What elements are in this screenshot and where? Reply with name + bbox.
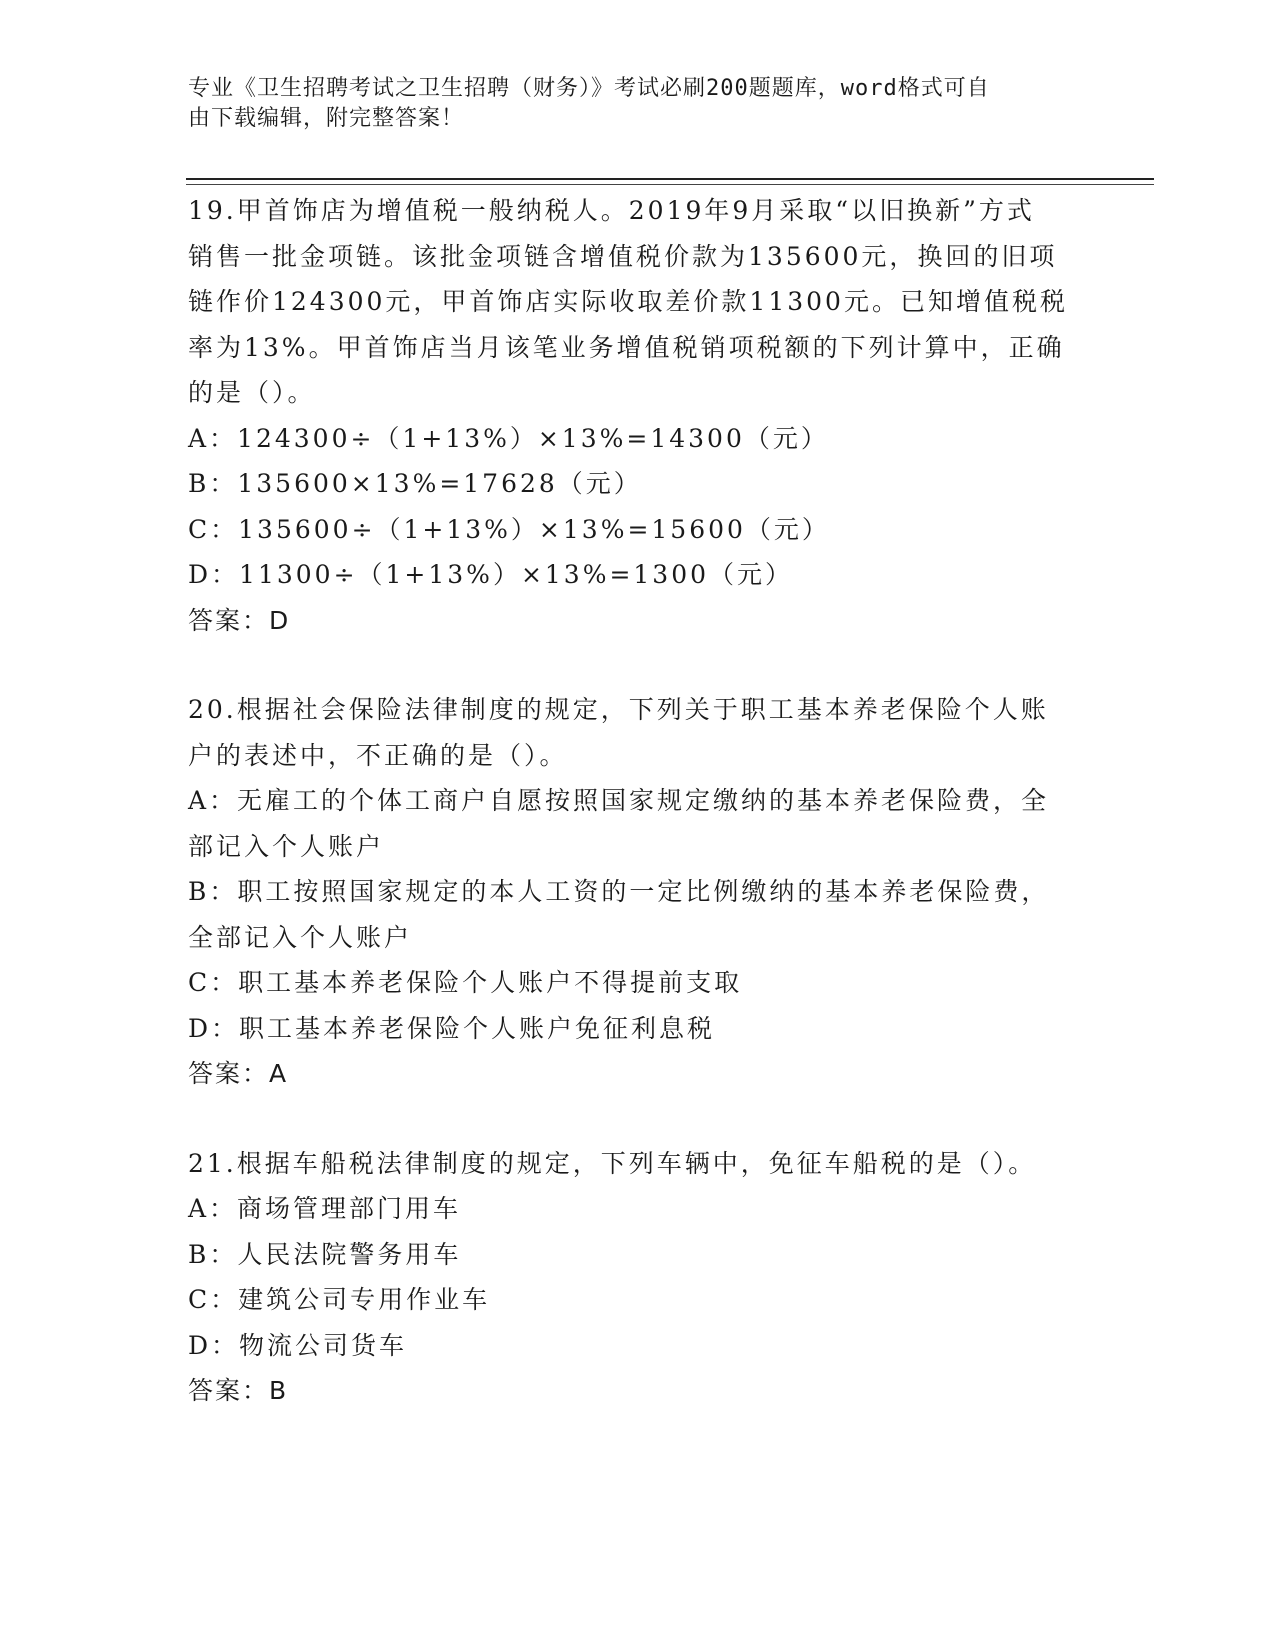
question-stem-line: 链作价124300元，甲首饰店实际收取差价款11300元。已知增值税税: [188, 287, 1068, 316]
option-a: A：124300÷（1+13%）×13%=14300（元）: [188, 423, 829, 453]
question-20: [188, 687, 1088, 1097]
option-b: B：135600×13%=17628（元）: [188, 469, 642, 498]
option-a-continued: 部记入个人账户: [188, 831, 385, 861]
header-divider-thin: [186, 184, 1154, 185]
option-b: B：人民法院警务用车: [188, 1239, 462, 1269]
question-19: [188, 188, 1088, 643]
option-a: A：商场管理部门用车: [188, 1194, 462, 1223]
option-d: D：物流公司货车: [188, 1330, 408, 1360]
option-c: C：建筑公司专用作业车: [188, 1285, 491, 1314]
question-stem-line: 21.根据车船税法律制度的规定，下列车辆中，免征车船税的是（）。: [188, 1148, 1037, 1178]
answer-label: 答案：D: [188, 605, 291, 635]
option-a: A：无雇工的个体工商户自愿按照国家规定缴纳的基本养老保险费，全: [188, 786, 1050, 815]
option-c: C：135600÷（1+13%）×13%=15600（元）: [188, 514, 830, 544]
header-divider-thick: [186, 178, 1154, 180]
option-b-continued: 全部记入个人账户: [188, 922, 413, 952]
question-stem-line: 户的表述中，不正确的是（）。: [188, 740, 568, 770]
question-stem-line: 率为13%。甲首饰店当月该笔业务增值税销项税额的下列计算中，正确: [188, 332, 1065, 362]
answer-label: 答案：A: [188, 1059, 289, 1088]
option-d: D：职工基本养老保险个人账户免征利息税: [188, 1013, 716, 1043]
answer-label: 答案：B: [188, 1376, 289, 1405]
question-list: [188, 188, 1088, 1458]
question-stem-line: 20.根据社会保险法律制度的规定，下列关于职工基本养老保险个人账: [188, 695, 1049, 724]
question-stem-line: 销售一批金项链。该批金项链含增值税价款为135600元，换回的旧项: [188, 241, 1058, 271]
header-line-1: 专业《卫生招聘考试之卫生招聘（财务）》考试必刷200题题库，word格式可自: [188, 76, 990, 101]
document-header: [188, 74, 1068, 134]
option-b: B：职工按照国家规定的本人工资的一定比例缴纳的基本养老保险费，: [188, 877, 1050, 906]
question-21: [188, 1141, 1088, 1414]
question-stem-line: 的是（）。: [188, 378, 316, 407]
question-stem-line: 19.甲首饰店为增值税一般纳税人。2019年9月采取“以旧换新”方式: [188, 196, 1035, 225]
header-line-2: 由下载编辑，附完整答案！: [188, 106, 465, 131]
option-d: D：11300÷（1+13%）×13%=1300（元）: [188, 560, 794, 589]
option-c: C：职工基本养老保险个人账户不得提前支取: [188, 968, 743, 997]
